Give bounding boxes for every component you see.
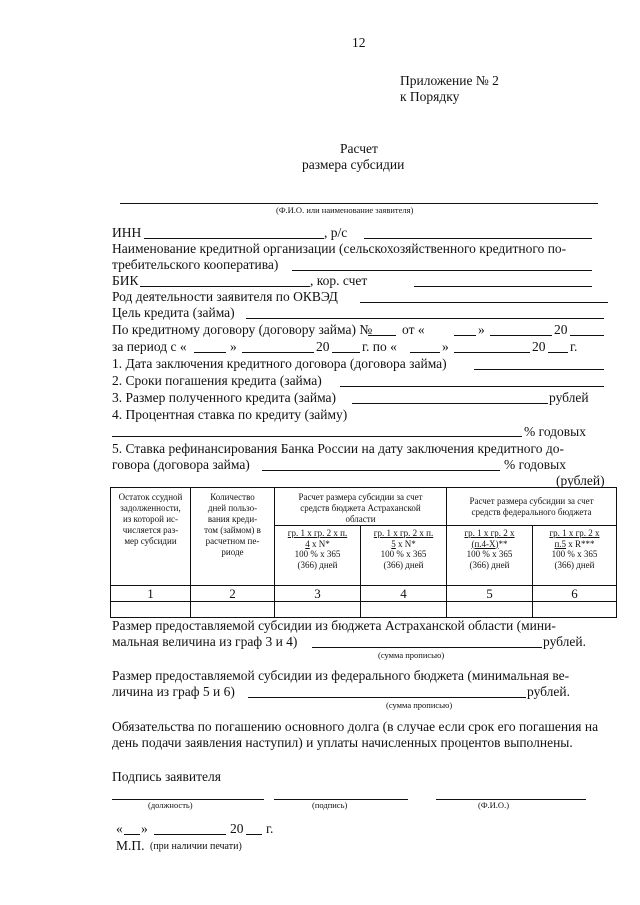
obligations-line1: Обязательства по погашению основного долга (в случае если срок его погашения на <box>112 719 599 734</box>
okved-label: Род деятельности заявителя по ОКВЭД <box>112 289 338 304</box>
inn-label: ИНН <box>112 225 142 240</box>
applicant-caption: (Ф.И.О. или наименование заявителя) <box>276 205 414 215</box>
subsidy-federal-line1: Размер предоставляемой субсидии из федерального бюджета (минимальная ве- <box>112 668 570 683</box>
subsidy-federal-caption: (сумма прописью) <box>386 700 453 710</box>
okved-field[interactable] <box>360 302 608 303</box>
subsidy-federal-unit: рублей. <box>527 684 571 699</box>
item5-label-line1: 5. Ставка рефинансирования Банка России на дату заключения кредитного до- <box>112 441 564 456</box>
to-close: » <box>442 339 449 354</box>
formula-col6: гр. 1 х гр. 2 х п.5 х R*** 100 % х 365 (366) дней <box>533 526 617 586</box>
period-end-year-field[interactable] <box>548 352 568 353</box>
rubles-note: (рублей) <box>556 473 605 488</box>
bik-label: БИК <box>112 273 139 288</box>
from-label: от « <box>402 322 425 337</box>
from-close: » <box>478 322 485 337</box>
header-days-count: Количество дней пользо- вания креди- том (займом) в расчетном пе- риоде <box>191 488 275 586</box>
period-end-day-field[interactable] <box>410 352 440 353</box>
signature-label: Подпись заявителя <box>112 769 221 784</box>
title-line1: Расчет <box>340 141 378 156</box>
year-20c: 20 <box>532 339 546 354</box>
item2-label: 2. Сроки погашения кредита (займа) <box>112 373 322 388</box>
column-number-1: 1 <box>111 586 191 602</box>
period-start-year-field[interactable] <box>332 352 360 353</box>
item1-label: 1. Дата заключения кредитного договора (договора займа) <box>112 356 447 371</box>
calculation-table <box>110 487 617 618</box>
formula-col5: гр. 1 х гр. 2 х (п.4-X)** 100 % х 365 (366) дней <box>447 526 533 586</box>
header-regional-budget: Расчет размера субсидии за счет средств бюджета Астраханской области <box>275 488 447 526</box>
period-close: » <box>230 339 237 354</box>
applicant-line[interactable] <box>120 203 598 204</box>
column-number-2: 2 <box>191 586 275 602</box>
date-year-suffix: г. <box>266 821 274 836</box>
kor-label: , кор. счет <box>310 273 368 288</box>
item1-field[interactable] <box>474 369 604 370</box>
date-day-field[interactable] <box>124 834 140 835</box>
year-20b: 20 <box>316 339 330 354</box>
value-cell-5[interactable] <box>447 602 533 618</box>
item3-unit: рублей <box>549 390 589 405</box>
contract-number-field[interactable] <box>368 335 396 336</box>
period-start-month-field[interactable] <box>242 352 314 353</box>
g-label: г. <box>570 339 578 354</box>
subsidy-regional-line2: мальная величина из граф 3 и 4) <box>112 634 298 649</box>
column-number-6: 6 <box>533 586 617 602</box>
item4-unit: % годовых <box>524 424 586 439</box>
period-label: за период с « <box>112 339 187 354</box>
column-number-4: 4 <box>361 586 447 602</box>
title-line2: размера субсидии <box>302 157 405 172</box>
header-remaining-debt: Остаток ссудной задолженности, из которой ис- числяется раз- мер субсидии <box>111 488 191 586</box>
item5-label-line2: говора (договора займа) <box>112 457 250 472</box>
contract-day-field[interactable] <box>454 335 476 336</box>
contract-label: По кредитному договору (договору займа) № <box>112 322 373 337</box>
position-caption: (должность) <box>148 800 193 810</box>
fio-caption: (Ф.И.О.) <box>478 800 510 810</box>
appendix-line1: Приложение № 2 <box>400 73 499 88</box>
year-20a: 20 <box>554 322 568 337</box>
value-cell-6[interactable] <box>533 602 617 618</box>
date-close: » <box>141 821 148 836</box>
mp-note: (при наличии печати) <box>150 841 242 852</box>
obligations-line2: день подачи заявления наступил) и уплаты начисленных процентов выполнены. <box>112 735 573 750</box>
value-cell-3[interactable] <box>275 602 361 618</box>
item5-field[interactable] <box>262 470 500 471</box>
subsidy-regional-unit: рублей. <box>543 634 587 649</box>
org-field[interactable] <box>292 270 592 271</box>
to-label: г. по « <box>362 339 397 354</box>
item2-field[interactable] <box>340 386 604 387</box>
org-label-line2: требительского кооператива) <box>112 257 279 272</box>
value-cell-4[interactable] <box>361 602 447 618</box>
purpose-field[interactable] <box>246 318 604 319</box>
date-month-field[interactable] <box>154 834 226 835</box>
item3-field[interactable] <box>352 403 548 404</box>
item4-label: 4. Процентная ставка по кредиту (займу) <box>112 407 348 422</box>
header-federal-budget: Расчет размера субсидии за счет средств федерального бюджета <box>447 488 617 526</box>
item5-unit: % годовых <box>504 457 566 472</box>
bik-field[interactable] <box>140 286 310 287</box>
subsidy-regional-field[interactable] <box>312 647 542 648</box>
rs-field[interactable] <box>364 238 592 239</box>
subsidy-federal-line2: личина из граф 5 и 6) <box>112 684 235 699</box>
signature-caption: (подпись) <box>312 800 348 810</box>
page-number: 12 <box>352 35 366 50</box>
value-cell-1[interactable] <box>111 602 191 618</box>
mp-label: М.П. <box>116 838 145 853</box>
date-open: « <box>116 821 123 836</box>
fio-field[interactable] <box>436 799 586 800</box>
formula-col4: гр. 1 х гр. 2 х п. 5 х N* 100 % х 365 (366) дней <box>361 526 447 586</box>
formula-col3: гр. 1 х гр. 2 х п. 4 х N* 100 % х 365 (366) дней <box>275 526 361 586</box>
column-number-5: 5 <box>447 586 533 602</box>
period-end-month-field[interactable] <box>454 352 530 353</box>
rs-label: , р/с <box>324 225 348 240</box>
date-year-field[interactable] <box>246 834 262 835</box>
period-start-day-field[interactable] <box>194 352 226 353</box>
purpose-label: Цель кредита (займа) <box>112 305 235 320</box>
subsidy-regional-line1: Размер предоставляемой субсидии из бюджета Астраханской области (мини- <box>112 618 556 633</box>
org-label-line1: Наименование кредитной организации (сельскохозяйственного кредитного по- <box>112 241 567 256</box>
contract-month-field[interactable] <box>490 335 552 336</box>
item4-field[interactable] <box>112 436 522 437</box>
column-number-3: 3 <box>275 586 361 602</box>
value-cell-2[interactable] <box>191 602 275 618</box>
contract-year-field[interactable] <box>570 335 604 336</box>
subsidy-federal-field[interactable] <box>248 697 526 698</box>
inn-field[interactable] <box>144 238 324 239</box>
kor-field[interactable] <box>414 286 592 287</box>
appendix-line2: к Порядку <box>400 89 460 104</box>
subsidy-regional-caption: (сумма прописью) <box>378 650 445 660</box>
item3-label: 3. Размер полученного кредита (займа) <box>112 390 337 405</box>
date-year: 20 <box>230 821 244 836</box>
